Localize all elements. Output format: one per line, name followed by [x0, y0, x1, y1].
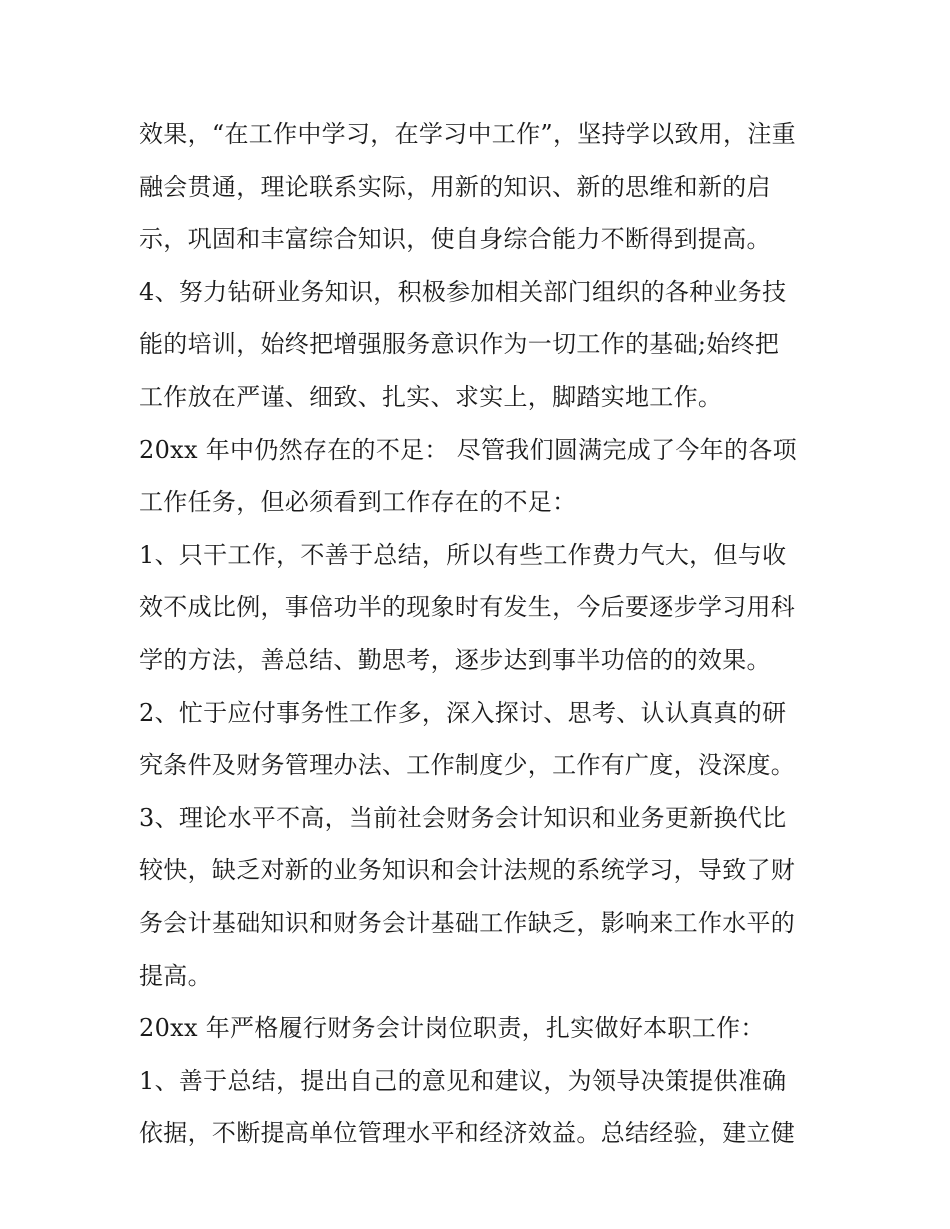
document-body — [139, 108, 819, 1160]
text-line: 1、只干工作，不善于总结，所以有些工作费力气大，但与收 — [139, 540, 787, 569]
text-line: 3、理论水平不高，当前社会财务会计知识和业务更新换代比 — [139, 803, 787, 832]
text-line: 究条件及财务管理办法、工作制度少，工作有广度，没深度。 — [139, 751, 796, 780]
text-line: 1、善于总结，提出自己的意见和建议，为领导决策提供准确 — [139, 1066, 787, 1095]
text-line: 20xx 年严格履行财务会计岗位职责，扎实做好本职工作： — [139, 1014, 765, 1043]
text-line: 务会计基础知识和财务会计基础工作缺乏，影响来工作水平的 — [139, 908, 796, 937]
text-line: 20xx 年中仍然存在的不足： 尽管我们圆满完成了今年的各项 — [139, 435, 797, 464]
text-line: 工作任务，但必须看到工作存在的不足： — [139, 488, 577, 517]
text-line: 较快，缺乏对新的业务知识和会计法规的系统学习，导致了财 — [139, 856, 796, 885]
text-line: 4、努力钻研业务知识，积极参加相关部门组织的各种业务技 — [139, 277, 787, 306]
text-line: 能的培训，始终把增强服务意识作为一切工作的基础;始终把 — [139, 330, 780, 359]
text-line: 融会贯通，理论联系实际，用新的知识、新的思维和新的启 — [139, 172, 771, 201]
text-line: 学的方法，善总结、勤思考，逐步达到事半功倍的的效果。 — [139, 645, 771, 674]
text-line: 工作放在严谨、细致、扎实、求实上，脚踏实地工作。 — [139, 382, 723, 411]
text-line: 效不成比例，事倍功半的现象时有发生，今后要逐步学习用科 — [139, 593, 796, 622]
text-line: 依据，不断提高单位管理水平和经济效益。总结经验，建立健 — [139, 1119, 796, 1148]
text-line: 效果，“在工作中学习，在学习中工作”，坚持学以致用，注重 — [139, 120, 796, 148]
text-line: 提高。 — [139, 961, 212, 990]
text-line: 2、忙于应付事务性工作多，深入探讨、思考、认认真真的研 — [139, 698, 787, 727]
text-line: 示，巩固和丰富综合知识，使自身综合能力不断得到提高。 — [139, 225, 771, 254]
